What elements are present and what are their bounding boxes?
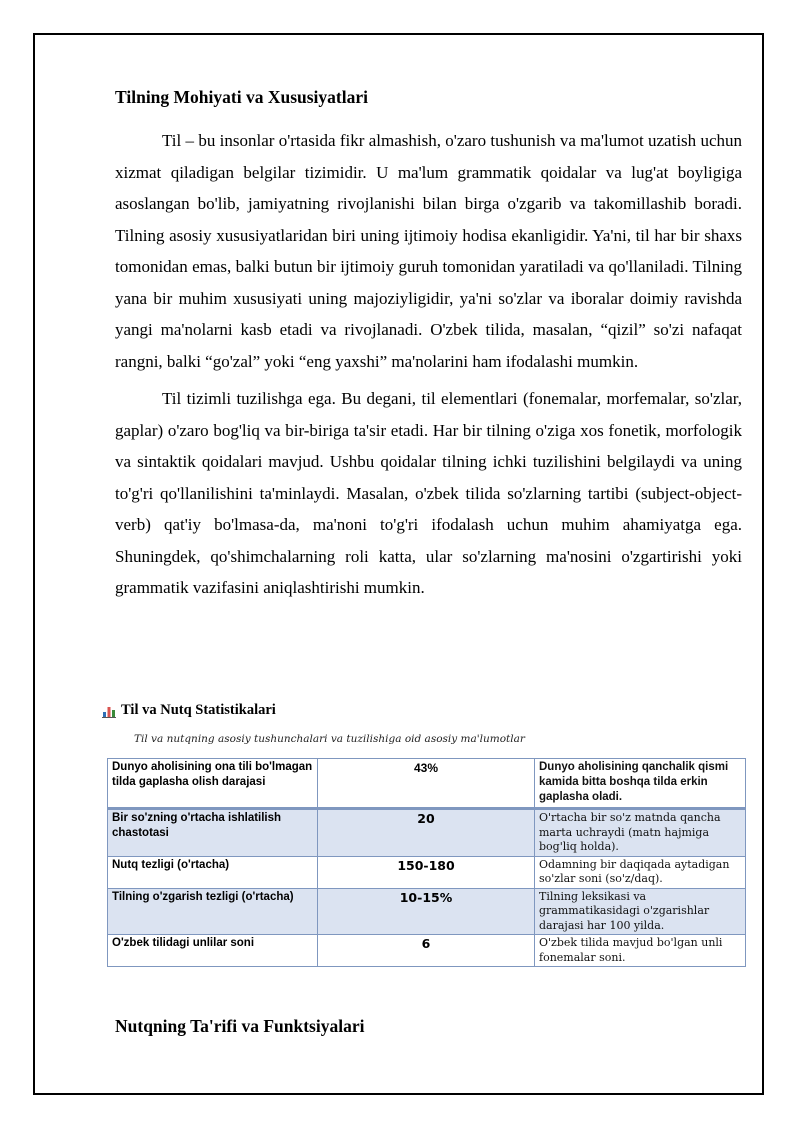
bar-chart-icon	[102, 704, 116, 718]
stat-value: 150-180	[318, 856, 535, 888]
table-row	[108, 856, 746, 888]
stat-name: Tilning o'zgarish tezligi (o'rtacha)	[108, 888, 318, 935]
stat-value: 20	[318, 809, 535, 857]
table-row	[108, 759, 746, 809]
section2-heading: Nutqning Ta'rifi va Funktsiyalari	[115, 1016, 365, 1036]
section-heading: Tilning Mohiyati va Xususiyatlari	[115, 87, 368, 107]
stat-note: O'zbek tilida mavjud bo'lgan unli fonemalar soni.	[535, 935, 746, 967]
stat-name: Dunyo aholisining ona tili bo'lmagan tilda gaplasha olish darajasi	[108, 759, 318, 809]
stats-title-text: Til va Nutq Statistikalari	[121, 702, 276, 718]
stat-note: Dunyo aholisining qanchalik qismi kamida bitta boshqa tilda erkin gaplasha oladi.	[535, 759, 746, 809]
stats-subtitle: Til va nutqning asosiy tushunchalari va tuzilishiga oid asosiy ma'lumotlar	[134, 733, 525, 745]
stat-name: Nutq tezligi (o'rtacha)	[108, 856, 318, 888]
body-paragraph-2: Til tizimli tuzilishga ega. Bu degani, til elementlari (fonemalar, morfemalar, so'zlar, gaplar) o'zaro bog'liq va bir-biriga ta'sir etadi. Har bir tilning o'ziga xos fonetik, morfologik va sintaktik qoidalari mavjud. Ushbu qoidalar tilning ichki tuzilishini belgilaydi va uning to'g'ri qo'llanilishini ta'minlaydi. Masalan, o'zbek tilida so'zlarning tartibi (subject-object-verb) qat'iy bo'lmasa-da, ma'noni to'g'ri ifodalash uchun muhim ahamiyatga ega. Shuningdek, qo'shimchalarning roli katta, ular so'zlarning ma'nosini o'zgartirishi yoki grammatik vazifasini aniqlashtirishi mumkin.	[115, 389, 742, 597]
stat-value: 10-15%	[318, 888, 535, 935]
stat-name: Bir so'zning o'rtacha ishlatilish chastotasi	[108, 809, 318, 857]
stat-note: Odamning bir daqiqada aytadigan so'zlar soni (so'z/daq).	[535, 856, 746, 888]
stat-name: O'zbek tilidagi unlilar soni	[108, 935, 318, 967]
stats-title	[102, 702, 276, 719]
table-row	[108, 935, 746, 967]
main-content	[115, 84, 742, 604]
table-row	[108, 809, 746, 857]
stat-value: 43%	[318, 759, 535, 809]
stat-note: Tilning leksikasi va grammatikasidagi o'zgarishlar darajasi har 100 yilda.	[535, 888, 746, 935]
stat-value: 6	[318, 935, 535, 967]
stat-note: O'rtacha bir so'z matnda qancha marta uchraydi (matn hajmiga bog'liq holda).	[535, 809, 746, 857]
table-row	[108, 888, 746, 935]
stats-table	[107, 758, 746, 967]
body-paragraph-1: Til – bu insonlar o'rtasida fikr almashish, o'zaro tushunish va ma'lumot uzatish uchun xizmat qiladigan belgilar tizimidir. U ma'lum grammatik qoidalar va lug'at boyligiga asoslangan bo'lib, jamiyatning rivojlanishi bilan birga o'zgarib va takomillashib boradi. Tilning asosiy xususiyatlaridan biri uning ijtimoiy hodisa ekanligidir. Ya'ni, til har bir shaxs tomonidan emas, balki butun bir ijtimoiy guruh tomonidan yaratiladi va qo'llaniladi. Tilning yana bir muhim xususiyati uning majoziyligidir, ya'ni so'zlar va iboralar doimiy ravishda yangi ma'nolarni kasb etadi va rivojlanadi. O'zbek tilida, masalan, “qizil” so'zi nafaqat rangni, balki “go'zal” yoki “eng yaxshi” ma'nolarini ham ifodalashi mumkin.	[115, 131, 742, 371]
